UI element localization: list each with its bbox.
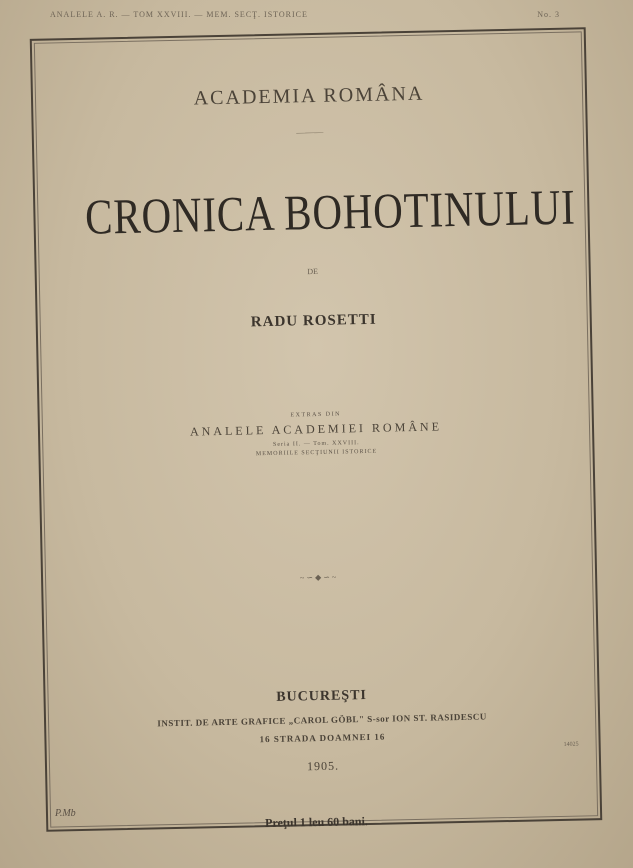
by-label: DE: [307, 266, 319, 277]
page-number: No. 3: [537, 10, 560, 19]
shelfmark-stamp: P.Mb: [55, 808, 76, 819]
series-volume: Seria II. — Tom. XXVIII.: [272, 440, 360, 448]
price-line: Preţul 1 leu 60 bani.: [264, 814, 368, 830]
printer-address: 16 STRADA DOAMNEI 16: [259, 731, 386, 745]
author-name: RADU ROSETTI: [250, 311, 377, 331]
ornament-divider: ~∽◆∽~: [299, 572, 339, 583]
journal-reference: ANALELE A. R. — TOM XXVIII. — MEM. SECŢ. ISTORICE: [50, 10, 308, 19]
decorative-rule: ———: [296, 126, 324, 138]
section-name: MEMORIILE SECŢIUNII ISTORICE: [255, 448, 378, 458]
printer-name: INSTIT. DE ARTE GRAFICE „CAROL GÖBL" S-sor ION ST. RASIDESCU: [157, 711, 487, 729]
journal-name: ANALELE ACADEMIEI ROMÂNE: [189, 419, 443, 439]
page-border-frame: [30, 27, 602, 831]
book-title: CRONICA BOHOTINULUI: [84, 178, 577, 245]
institution-heading: ACADEMIA ROMÂNA: [193, 82, 425, 110]
publication-year: 1905.: [306, 758, 340, 774]
running-header: [50, 10, 560, 26]
extract-label: EXTRAS DIN: [290, 411, 342, 419]
print-code: 14025: [563, 741, 579, 748]
publication-city: BUCUREŞTI: [276, 687, 368, 705]
